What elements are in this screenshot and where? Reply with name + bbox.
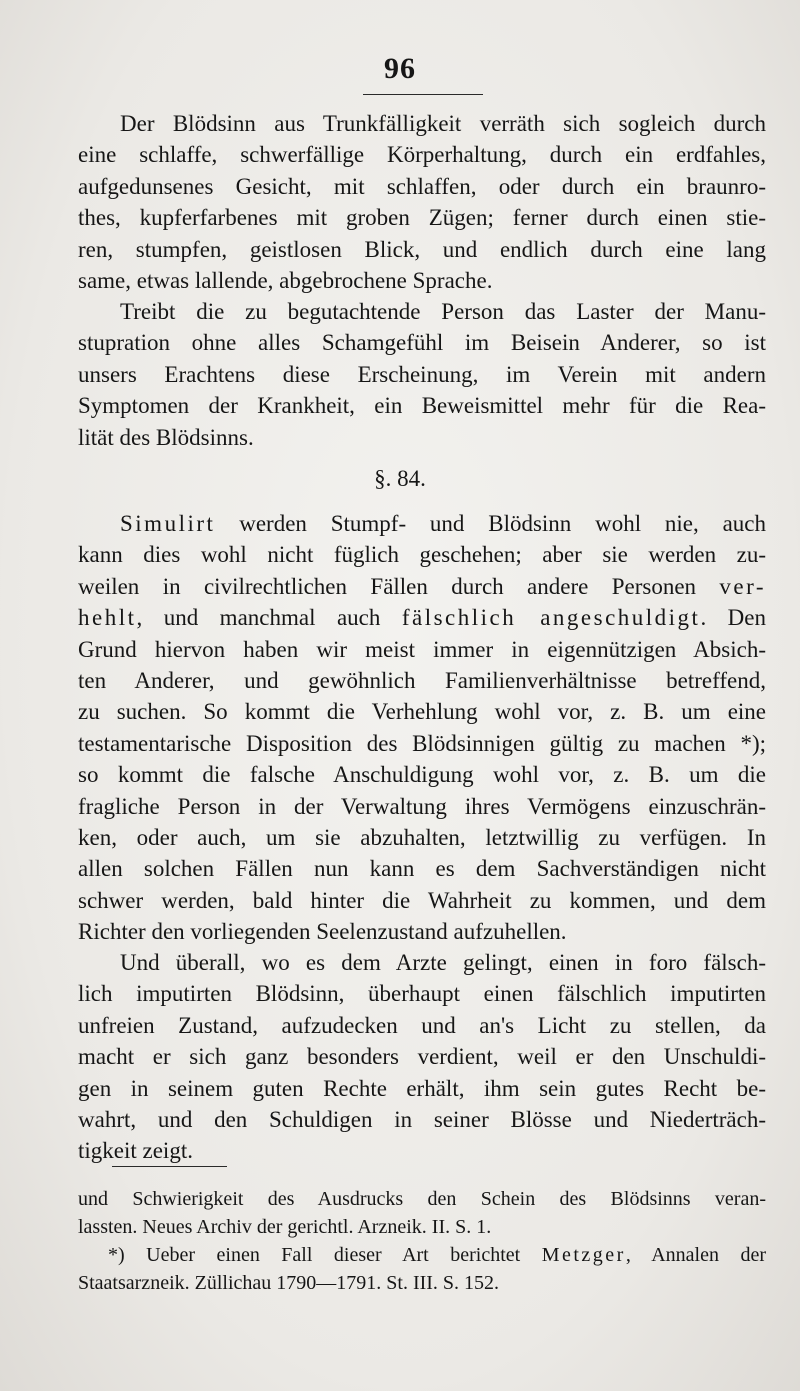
text-line: ken, oder auch, um sie abzuhalten, letztwillig zu verfügen. In [78, 825, 766, 851]
page-number-rule [363, 94, 483, 95]
spaced-word: hehlt [78, 605, 137, 631]
footnote-line: lassten. Neues Archiv der gerichtl. Arzneik. II. S. 1. [78, 1216, 492, 1238]
page-number: 96 [384, 52, 416, 85]
paragraph-2 [78, 296, 766, 453]
text-line: eine schlaffe, schwerfällige Körperhaltung, durch ein erdfahles, [78, 142, 766, 168]
text-line [78, 602, 766, 633]
text-run: weilen in civilrechtlichen Fällen durch andere Personen [78, 573, 720, 599]
section-heading: §. 84. [374, 466, 426, 491]
footnote-rule [112, 1166, 227, 1167]
text-line: macht er sich ganz besonders verdient, weil er den Unschuldi- [78, 1044, 766, 1070]
text-line: unsers Erachtens diese Erscheinung, im Verein mit andern [78, 361, 766, 387]
spaced-word: fälschlich angeschuldigt [401, 605, 701, 631]
text-run: . Den [700, 605, 766, 631]
text-run: werden Stumpf- und Blödsinn wohl nie, auch [215, 511, 766, 536]
text-line [78, 508, 766, 539]
text-line: gen in seinem guten Rechte erhält, ihm sein gutes Recht be- [78, 1075, 766, 1101]
text-line: ren, stumpfen, geistlosen Blick, und endlich durch eine lang [78, 236, 766, 262]
text-line: allen solchen Fällen nun kann es dem Sachverständigen nicht [78, 856, 766, 882]
text-line: wahrt, und den Schuldigen in seiner Blösse und Niederträch- [78, 1107, 766, 1133]
text-run: *) Ueber einen Fall dieser Art berichtet [108, 1244, 542, 1266]
text-line: zu suchen. So kommt die Verhehlung wohl vor, z. B. um eine [78, 699, 766, 725]
text-line: Und überall, wo es dem Arzte gelingt, einen in foro fälsch- [120, 950, 766, 975]
text-line: ten Anderer, und gewöhnlich Familienverhältnisse betreffend, [78, 668, 766, 694]
text-line: same, etwas lallende, abgebrochene Sprache. [78, 268, 493, 294]
text-run: , Annalen der [625, 1244, 766, 1266]
text-line: Grund hiervon haben wir meist immer in eigennützigen Absich- [78, 636, 766, 662]
spaced-word: ver- [719, 573, 766, 599]
text-line: lität des Blödsinns. [78, 424, 254, 450]
text-line: fragliche Person in der Verwaltung ihres Vermögens einzuschrän- [78, 793, 766, 819]
text-line: unfreien Zustand, aufzudecken und an's Licht zu stellen, da [78, 1012, 766, 1038]
text-line: Treibt die zu begutachtende Person das Laster der Manu- [120, 299, 766, 324]
spaced-word: Metzger [541, 1244, 626, 1266]
footnote-line [78, 1241, 766, 1269]
text-line: tigkeit zeigt. [78, 1138, 193, 1164]
paragraph-4 [78, 947, 766, 1167]
spaced-word: Simulirt [120, 511, 216, 536]
footnotes [78, 1185, 766, 1297]
text-line: stupration ohne alles Schamgefühl im Beisein Anderer, so ist [78, 330, 766, 356]
text-line: so kommt die falsche Anschuldigung wohl vor, z. B. um die [78, 762, 766, 788]
text-line: kann dies wohl nicht füglich geschehen; aber sie werden zu- [78, 542, 766, 568]
text-line: lich imputirten Blödsinn, überhaupt einen fälschlich imputirten [78, 981, 766, 1007]
text-line [78, 571, 766, 602]
paragraph-3 [78, 508, 766, 948]
text-run: , und manchmal auch [136, 605, 402, 631]
text-line: schwer werden, bald hinter die Wahrheit zu kommen, und dem [78, 887, 766, 913]
text-line: aufgedunsenes Gesicht, mit schlaffen, oder durch ein braunro- [78, 173, 766, 199]
footnote-line: und Schwierigkeit des Ausdrucks den Schein des Blödsinns veran- [78, 1188, 766, 1210]
text-line: testamentarische Disposition des Blödsinnigen gültig zu machen *); [78, 730, 766, 756]
text-line: Richter den vorliegenden Seelenzustand aufzuhellen. [78, 919, 567, 945]
footnote-line: Staatsarzneik. Züllichau 1790—1791. St. III. S. 152. [78, 1272, 500, 1294]
text-line: thes, kupferfarbenes mit groben Zügen; ferner durch einen stie- [78, 205, 766, 231]
text-line: Symptomen der Krankheit, ein Beweismittel mehr für die Rea- [78, 393, 766, 419]
text-line: Der Blödsinn aus Trunkfälligkeit verräth sich sogleich durch [120, 111, 766, 136]
paragraph-1 [78, 108, 766, 296]
